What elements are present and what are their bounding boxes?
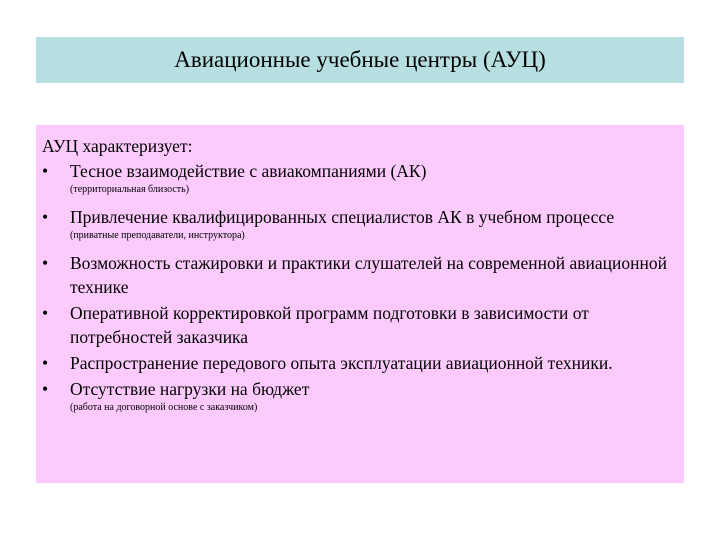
bullet-item — [42, 377, 676, 415]
bullet-text: Оперативной корректировкой программ подготовки в зависимости от потребностей заказчика — [70, 303, 589, 347]
bullet-text: Отсутствие нагрузки на бюджет — [70, 379, 310, 399]
slide-title: Авиационные учебные центры (АУЦ) — [174, 47, 546, 72]
bullet-icon: • — [42, 253, 49, 273]
bullet-list — [42, 159, 676, 415]
bullet-text: Тесное взаимодействие с авиакомпаниями (АК) — [70, 161, 427, 181]
bullet-icon: • — [42, 161, 49, 181]
bullet-icon: • — [42, 303, 49, 323]
bullet-item — [42, 159, 676, 197]
bullet-item — [42, 351, 676, 375]
bullet-text: Привлечение квалифицированных специалистов АК в учебном процессе — [70, 207, 615, 227]
bullet-note: (приватные преподаватели, инструктора) — [70, 230, 245, 241]
bullet-icon: • — [42, 379, 49, 399]
bullet-note: (территориальная близость) — [70, 184, 190, 195]
bullet-item — [42, 251, 676, 299]
bullet-item — [42, 205, 676, 243]
intro-text: АУЦ характеризует: — [42, 136, 193, 156]
bullet-item — [42, 301, 676, 349]
title-box — [36, 37, 684, 83]
bullet-icon: • — [42, 207, 49, 227]
bullet-icon: • — [42, 353, 49, 373]
bullet-note: (работа на договорной основе с заказчиком) — [70, 402, 258, 413]
content-box — [36, 125, 684, 483]
bullet-text: Возможность стажировки и практики слушателей на современной авиационной технике — [70, 253, 667, 297]
bullet-text: Распространение передового опыта эксплуатации авиационной техники. — [70, 353, 613, 373]
